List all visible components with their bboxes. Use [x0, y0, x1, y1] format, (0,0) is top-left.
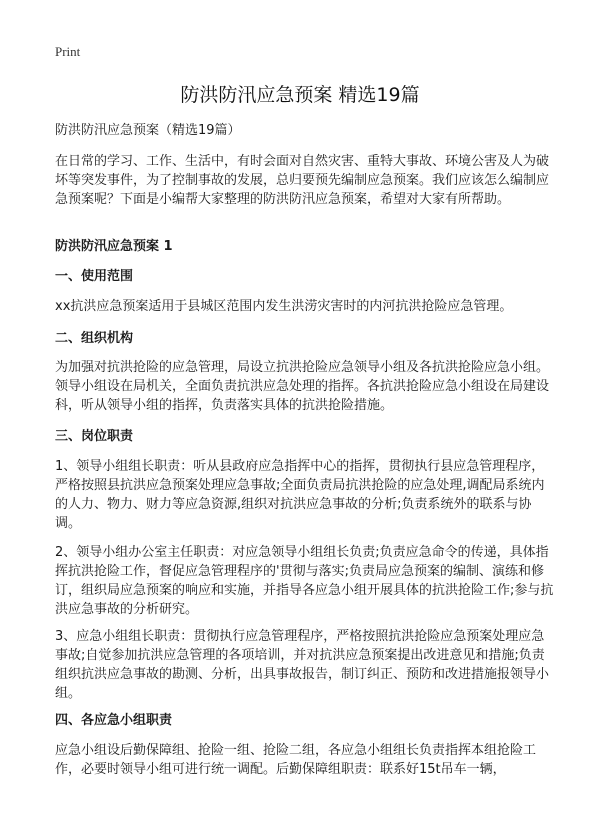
print-label[interactable]: Print: [55, 44, 81, 59]
page-title: 防洪防汛应急预案 精选19篇: [180, 84, 420, 106]
paragraph-scope: xx抗洪应急预案适用于县城区范围内发生洪涝灾害时的内河抗洪抢险应急管理。: [55, 299, 513, 314]
paragraph-organization: 为加强对抗洪抢险的应急管理，局设立抗洪抢险应急领导小组及各抗洪抢险应急小组。领导小组设在局机关，全面负责抗洪应急处理的指挥。各抗洪抢险应急小组设在局建设科，听从领导小组的指挥，负责落实具体的抗洪抢险措施。: [55, 360, 550, 413]
section-title: 防洪防汛应急预案 1: [55, 239, 173, 254]
paragraph-team-duties: 应急小组设后勤保障组、抢险一组、抢险二组，各应急小组组长负责指挥本组抢险工作，必要时领导小组可进行统一调配。后勤保障组职责：联系好15t吊车一辆，: [55, 743, 537, 777]
paragraph-duty-3: 3、应急小组组长职责：贯彻执行应急管理程序，严格按照抗洪抢险应急预案处理应急事故;自觉参加抗洪应急管理的各项培训，并对抗洪应急预案提出改进意见和措施;负责组织抗洪应急事故的勘测、分析，出具事故报告，制订纠正、预防和改进措施报领导小组。: [55, 629, 550, 701]
heading-team-duties: 四、各应急小组职责: [55, 713, 173, 728]
heading-duties: 三、岗位职责: [55, 429, 134, 444]
heading-organization: 二、组织机构: [55, 331, 134, 346]
heading-scope: 一、使用范围: [55, 269, 134, 284]
paragraph-duty-2: 2、领导小组办公室主任职责：对应急领导小组组长负责;负责应急命令的传递，具体指挥抗洪抢险工作，督促应急管理程序的'贯彻与落实;负责局应急预案的编制、演练和修订，组织局应急预案的响应和实施，并指导各应急小组开展具体的抗洪抢险工作;参与抗洪应急事故的分析研究。: [55, 545, 554, 617]
page-subtitle: 防洪防汛应急预案（精选19篇）: [55, 123, 241, 138]
intro-paragraph: 在日常的学习、工作、生活中，有时会面对自然灾害、重特大事故、环境公害及人为破坏等突发事件，为了控制事故的发展，总归要预先编制应急预案。我们应该怎么编制应急预案呢？下面是小编帮大家整理的防洪防汛应急预案，希望对大家有所帮助。: [55, 154, 550, 207]
paragraph-duty-1: 1、领导小组组长职责：听从县政府应急指挥中心的指挥，贯彻执行县应急管理程序，严格按照县抗洪应急预案处理应急事故;全面负责局抗洪抢险的应急处理,调配局系统内的人力、物力、财力等应急资源,组织对抗洪应急事故的分析;负责系统外的联系与协调。: [55, 459, 545, 531]
